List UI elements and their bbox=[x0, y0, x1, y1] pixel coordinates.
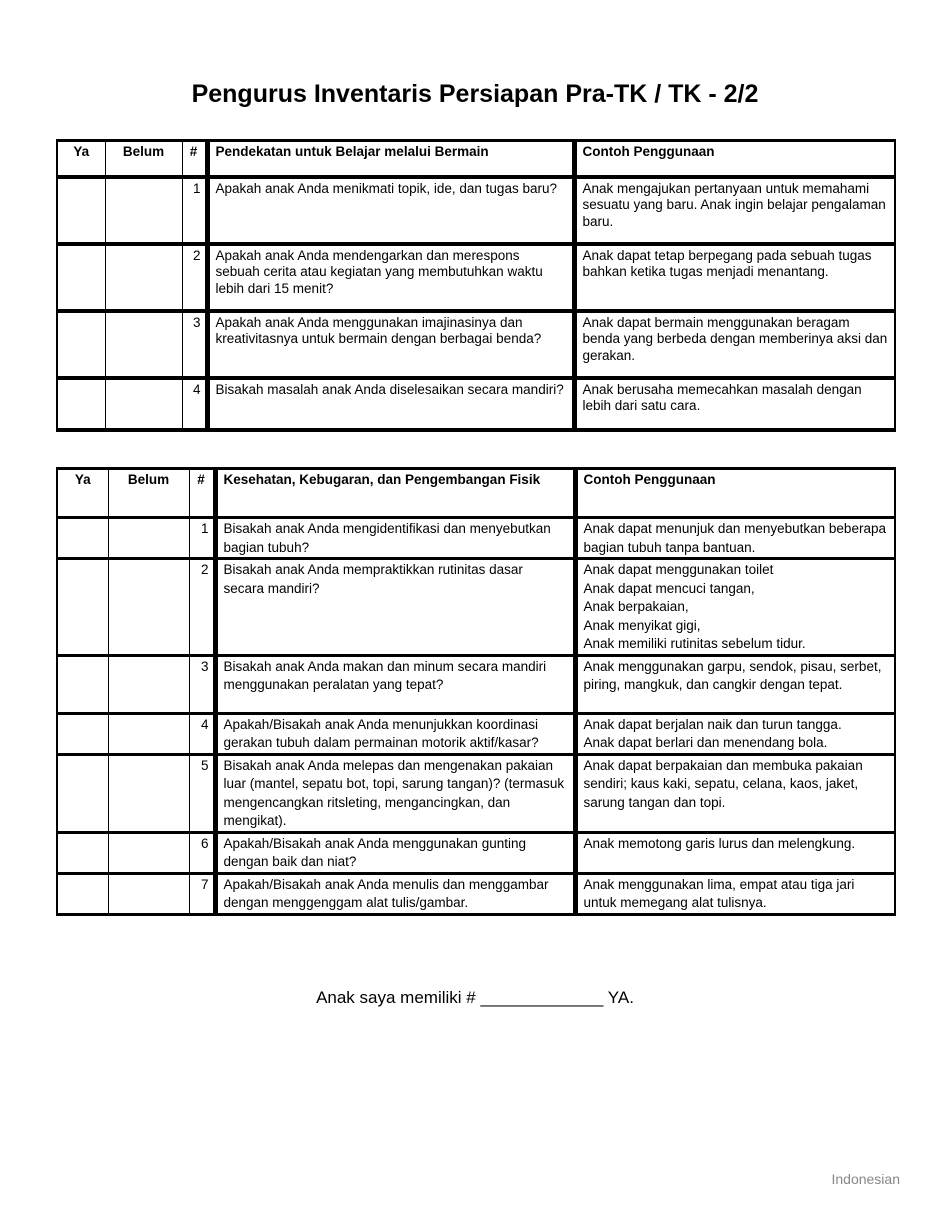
not-yet-checkbox-cell[interactable] bbox=[105, 244, 182, 311]
question-text: Apakah anak Anda mendengarkan dan merespons sebuah cerita atau kegiatan yang membutuhkan waktu lebih dari 15 menit? bbox=[207, 244, 574, 311]
column-header-question: Kesehatan, Kebugaran, dan Pengembangan Fisik bbox=[215, 469, 575, 518]
row-number: 7 bbox=[189, 873, 215, 914]
not-yet-checkbox-cell[interactable] bbox=[108, 832, 189, 873]
table-row bbox=[57, 754, 895, 832]
not-yet-checkbox-cell[interactable] bbox=[108, 518, 189, 559]
table-row bbox=[57, 713, 895, 754]
yes-checkbox-cell[interactable] bbox=[57, 713, 108, 754]
example-line: Anak dapat mencuci tangan, bbox=[583, 580, 755, 596]
not-yet-checkbox-cell[interactable] bbox=[108, 713, 189, 754]
example-text bbox=[574, 311, 895, 378]
table-row bbox=[57, 378, 895, 430]
table-row bbox=[57, 311, 895, 378]
yes-checkbox-cell[interactable] bbox=[57, 518, 108, 559]
question-text: Apakah anak Anda menggunakan imajinasinya dan kreativitasnya untuk bermain dengan berbagai benda? bbox=[207, 311, 574, 378]
not-yet-checkbox-cell[interactable] bbox=[105, 311, 182, 378]
yes-checkbox-cell[interactable] bbox=[57, 559, 108, 656]
question-text: Bisakah masalah anak Anda diselesaikan secara mandiri? bbox=[207, 378, 574, 430]
row-number: 2 bbox=[182, 244, 207, 311]
example-text bbox=[574, 177, 895, 244]
question-text: Apakah anak Anda menikmati topik, ide, dan tugas baru? bbox=[207, 177, 574, 244]
row-number: 1 bbox=[182, 177, 207, 244]
yes-checkbox-cell[interactable] bbox=[57, 311, 105, 378]
language-label: Indonesian bbox=[831, 1171, 900, 1187]
question-text: Apakah/Bisakah anak Anda menulis dan menggambar dengan menggenggam alat tulis/gambar. bbox=[215, 873, 575, 914]
table-row bbox=[57, 244, 895, 311]
question-text: Apakah/Bisakah anak Anda menunjukkan koordinasi gerakan tubuh dalam permainan motorik aktif/kasar? bbox=[215, 713, 575, 754]
yes-checkbox-cell[interactable] bbox=[57, 873, 108, 914]
health-fitness-physical-table bbox=[56, 467, 896, 916]
example-line: Anak memotong garis lurus dan melengkung. bbox=[583, 835, 856, 851]
example-line: Anak dapat berjalan naik dan turun tangga. bbox=[583, 716, 842, 732]
table-row bbox=[57, 518, 895, 559]
example-line: Anak menggunakan lima, empat atau tiga jari untuk memegang alat tulisnya. bbox=[583, 876, 855, 910]
example-line: Anak dapat bermain menggunakan beragam benda yang berbeda dengan memberinya aksi dan gerakan. bbox=[582, 314, 888, 363]
row-number: 2 bbox=[189, 559, 215, 656]
yes-checkbox-cell[interactable] bbox=[57, 655, 108, 713]
question-text: Bisakah anak Anda mempraktikkan rutinitas dasar secara mandiri? bbox=[215, 559, 575, 656]
question-text: Apakah/Bisakah anak Anda menggunakan gunting dengan baik dan niat? bbox=[215, 832, 575, 873]
yes-count-summary: Anak saya memiliki # _____________ YA. bbox=[316, 988, 634, 1007]
example-line: Anak menggunakan garpu, sendok, pisau, serbet, piring, mangkuk, dan cangkir dengan tepat. bbox=[583, 658, 882, 692]
table-header-row bbox=[57, 469, 895, 518]
row-number: 3 bbox=[182, 311, 207, 378]
learning-through-play-table bbox=[56, 139, 896, 432]
example-line: Anak dapat berpakaian dan membuka pakaian sendiri; kaus kaki, sepatu, celana, kaos, jaket, sarung tangan dan topi. bbox=[583, 757, 863, 810]
example-line: Anak berusaha memecahkan masalah dengan lebih dari satu cara. bbox=[582, 381, 862, 413]
example-text bbox=[575, 655, 895, 713]
example-text bbox=[575, 559, 895, 656]
example-line: Anak dapat tetap berpegang pada sebuah tugas bahkan ketika tugas menjadi menantang. bbox=[582, 247, 872, 279]
example-line: Anak dapat menggunakan toilet bbox=[583, 562, 774, 577]
column-header-not-yet: Belum bbox=[105, 141, 182, 177]
column-header-not-yet: Belum bbox=[108, 469, 189, 518]
table-header-row bbox=[57, 141, 895, 177]
example-line: Anak dapat menunjuk dan menyebutkan beberapa bagian tubuh tanpa bantuan. bbox=[583, 521, 886, 555]
column-header-yes: Ya bbox=[57, 141, 105, 177]
example-text bbox=[575, 873, 895, 914]
row-number: 6 bbox=[189, 832, 215, 873]
yes-checkbox-cell[interactable] bbox=[57, 177, 105, 244]
column-header-example: Contoh Penggunaan bbox=[575, 469, 895, 518]
example-line: Anak menyikat gigi, bbox=[583, 617, 701, 633]
not-yet-checkbox-cell[interactable] bbox=[108, 754, 189, 832]
example-text bbox=[574, 244, 895, 311]
example-text bbox=[575, 832, 895, 873]
row-number: 4 bbox=[189, 713, 215, 754]
example-line: Anak mengajukan pertanyaan untuk memahami sesuatu yang baru. Anak ingin belajar pengalaman baru. bbox=[582, 180, 886, 229]
column-header-yes: Ya bbox=[57, 469, 108, 518]
yes-checkbox-cell[interactable] bbox=[57, 378, 105, 430]
yes-checkbox-cell[interactable] bbox=[57, 832, 108, 873]
example-text bbox=[575, 754, 895, 832]
column-header-example: Contoh Penggunaan bbox=[574, 141, 895, 177]
table-row bbox=[57, 177, 895, 244]
example-text bbox=[574, 378, 895, 430]
example-text bbox=[575, 713, 895, 754]
table-row bbox=[57, 655, 895, 713]
table-row bbox=[57, 832, 895, 873]
row-number: 3 bbox=[189, 655, 215, 713]
not-yet-checkbox-cell[interactable] bbox=[105, 177, 182, 244]
table-row bbox=[57, 559, 895, 656]
example-text bbox=[575, 518, 895, 559]
example-line: Anak dapat berlari dan menendang bola. bbox=[583, 735, 828, 750]
page-title: Pengurus Inventaris Persiapan Pra-TK / TK - 2/2 bbox=[191, 80, 759, 108]
not-yet-checkbox-cell[interactable] bbox=[108, 873, 189, 914]
yes-checkbox-cell[interactable] bbox=[57, 754, 108, 832]
table-row bbox=[57, 873, 895, 914]
yes-checkbox-cell[interactable] bbox=[57, 244, 105, 311]
column-header-number: # bbox=[182, 141, 207, 177]
question-text: Bisakah anak Anda melepas dan mengenakan pakaian luar (mantel, sepatu bot, topi, sarung tangan)? (termasuk mengencangkan ritsleting, mengancingkan, dan mengikat). bbox=[215, 754, 575, 832]
question-text: Bisakah anak Anda mengidentifikasi dan menyebutkan bagian tubuh? bbox=[215, 518, 575, 559]
row-number: 4 bbox=[182, 378, 207, 430]
example-line: Anak berpakaian, bbox=[583, 599, 689, 614]
not-yet-checkbox-cell[interactable] bbox=[108, 655, 189, 713]
column-header-question: Pendekatan untuk Belajar melalui Bermain bbox=[207, 141, 574, 177]
row-number: 5 bbox=[189, 754, 215, 832]
column-header-number: # bbox=[189, 469, 215, 518]
question-text: Bisakah anak Anda makan dan minum secara mandiri menggunakan peralatan yang tepat? bbox=[215, 655, 575, 713]
row-number: 1 bbox=[189, 518, 215, 559]
not-yet-checkbox-cell[interactable] bbox=[108, 559, 189, 656]
example-line: Anak memiliki rutinitas sebelum tidur. bbox=[583, 636, 806, 651]
not-yet-checkbox-cell[interactable] bbox=[105, 378, 182, 430]
